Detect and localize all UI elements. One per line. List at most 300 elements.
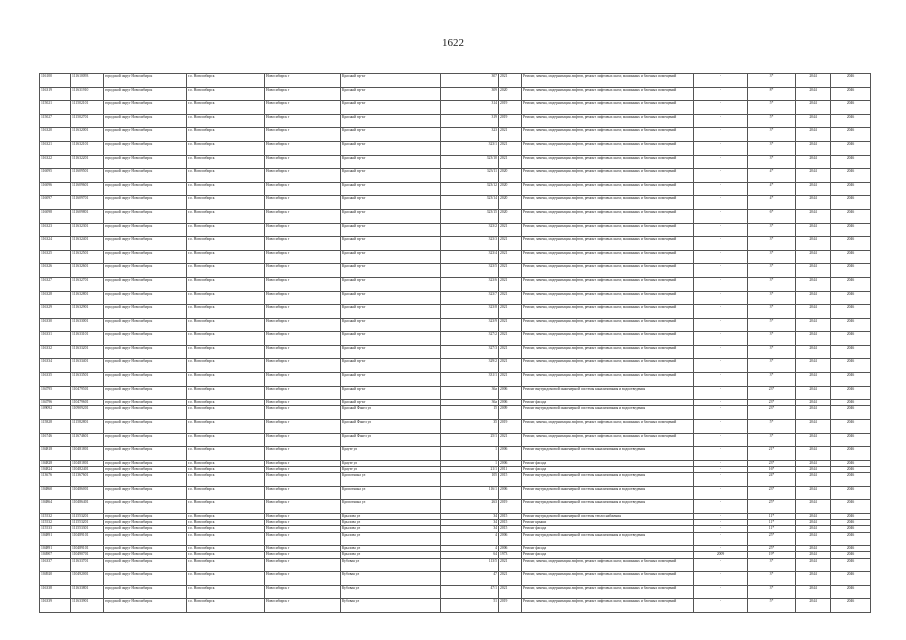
municipality-cell: городской округ Новосибирск [104, 433, 187, 447]
year-cell: 2015 [499, 520, 522, 526]
end-year-cell: 2046 [831, 345, 871, 359]
street-cell: Кубовая ул [341, 599, 441, 613]
house-number-cell: 323/1 [441, 141, 499, 155]
street-cell: Красный пр-кт [341, 318, 441, 332]
start-year-cell: 2044 [796, 237, 831, 251]
settlement-cell: Новосибирск г [265, 101, 341, 115]
record-id-cell: 104891 [40, 546, 71, 552]
year-cell: 2006 [499, 460, 522, 466]
year-cell: 2019 [499, 420, 522, 434]
work-type-cell: Ремонт внутридомовой инженерной системы канализования и водоотведения [522, 386, 694, 400]
district-cell: г.о. Новосибирск [187, 318, 265, 332]
municipality-cell: городской округ Новосибирск [104, 74, 187, 88]
record-id-cell: 116335 [40, 373, 71, 387]
record-id-cell: 116328 [40, 291, 71, 305]
table-row [40, 532, 871, 546]
prev-year-cell: - [694, 599, 748, 613]
start-year-cell: 2044 [796, 520, 831, 526]
end-year-cell: 2046 [831, 460, 871, 466]
end-year-cell: 2046 [831, 500, 871, 514]
prev-year-cell: - [694, 196, 748, 210]
end-year-cell: 2046 [831, 520, 871, 526]
start-year-cell: 2044 [796, 373, 831, 387]
settlement-cell: Новосибирск г [265, 520, 341, 526]
district-cell: г.о. Новосибирск [187, 520, 265, 526]
prev-year-cell: - [694, 128, 748, 142]
object-code-cell: 111632901 [71, 305, 104, 319]
house-number-cell: 323/8 [441, 305, 499, 319]
end-year-cell: 2046 [831, 558, 871, 572]
district-cell: г.о. Новосибирск [187, 552, 265, 558]
house-number-cell: 329/2 [441, 359, 499, 373]
street-cell: Красный пр-кт [341, 155, 441, 169]
settlement-cell: Новосибирск г [265, 467, 341, 473]
record-id-cell: 116322 [40, 155, 71, 169]
prev-year-cell: - [694, 486, 748, 500]
table-row [40, 305, 871, 319]
prev-year-cell: - [694, 513, 748, 519]
register-table [39, 73, 871, 613]
table-row [40, 74, 871, 88]
object-code-cell: 111553201 [71, 520, 104, 526]
work-type-cell: Ремонт внутридомовой инженерной системы теплоснабжения [522, 513, 694, 519]
municipality-cell: городской округ Новосибирск [104, 513, 187, 519]
object-code-cell: 111633201 [71, 345, 104, 359]
settlement-cell: Новосибирск г [265, 345, 341, 359]
settlement-cell: Новосибирск г [265, 433, 341, 447]
start-year-cell: 2044 [796, 196, 831, 210]
district-cell: г.о. Новосибирск [187, 237, 265, 251]
settlement-cell: Новосибирск г [265, 291, 341, 305]
record-id-cell: 116319 [40, 87, 71, 101]
year-cell: 2019 [499, 101, 522, 115]
house-number-cell: 323/3 [441, 237, 499, 251]
end-year-cell: 2046 [831, 74, 871, 88]
period-cell: 8* [748, 87, 796, 101]
object-code-cell: 111632001 [71, 128, 104, 142]
municipality-cell: городской округ Новосибирск [104, 318, 187, 332]
prev-year-cell: - [694, 318, 748, 332]
settlement-cell: Новосибирск г [265, 128, 341, 142]
table-row [40, 237, 871, 251]
settlement-cell: Новосибирск г [265, 500, 341, 514]
period-cell: 23* [748, 406, 796, 420]
work-type-cell: Ремонт, замена, модернизация лифтов, ремонт лифтовых шахт, машинных и блочных помещений [522, 155, 694, 169]
prev-year-cell: - [694, 114, 748, 128]
district-cell: г.о. Новосибирск [187, 386, 265, 400]
period-cell: 3* [748, 572, 796, 586]
end-year-cell: 2046 [831, 386, 871, 400]
prev-year-cell: - [694, 500, 748, 514]
house-number-cell: 327/3 [441, 345, 499, 359]
municipality-cell: городской округ Новосибирск [104, 420, 187, 434]
record-id-cell: 116746 [40, 433, 71, 447]
object-code-cell: 110489101 [71, 546, 104, 552]
year-cell: 2006 [499, 386, 522, 400]
street-cell: Красный пр-кт [341, 114, 441, 128]
start-year-cell: 2044 [796, 433, 831, 447]
settlement-cell: Новосибирск г [265, 572, 341, 586]
district-cell: г.о. Новосибирск [187, 277, 265, 291]
settlement-cell: Новосибирск г [265, 209, 341, 223]
object-code-cell: 111632201 [71, 155, 104, 169]
start-year-cell: 2044 [796, 386, 831, 400]
record-id-cell: 104795 [40, 386, 71, 400]
year-cell: 2020 [499, 196, 522, 210]
municipality-cell: городской округ Новосибирск [104, 182, 187, 196]
start-year-cell: 2044 [796, 420, 831, 434]
street-cell: Крылова ул [341, 526, 441, 532]
end-year-cell: 2046 [831, 433, 871, 447]
year-cell: 2021 [499, 250, 522, 264]
street-cell: Красный пр-кт [341, 277, 441, 291]
settlement-cell: Новосибирск г [265, 250, 341, 264]
table-row [40, 433, 871, 447]
prev-year-cell: - [694, 250, 748, 264]
district-cell: г.о. Новосибирск [187, 473, 265, 487]
house-number-cell: 323/5 [441, 264, 499, 278]
record-id-cell: 104828 [40, 460, 71, 466]
record-id-cell: 104824 [40, 467, 71, 473]
street-cell: Кропоткина ул [341, 500, 441, 514]
record-id-cell: 115828 [40, 420, 71, 434]
record-id-cell: 116321 [40, 141, 71, 155]
work-type-cell: Ремонт внутридомовой инженерной системы канализования и водоотведения [522, 486, 694, 500]
street-cell: Крылова ул [341, 546, 441, 552]
prev-year-cell: - [694, 406, 748, 420]
street-cell: Красный пр-кт [341, 250, 441, 264]
start-year-cell: 2044 [796, 532, 831, 546]
house-number-cell: 1 [441, 460, 499, 466]
start-year-cell: 2044 [796, 486, 831, 500]
table-row [40, 386, 871, 400]
municipality-cell: городской округ Новосибирск [104, 526, 187, 532]
object-code-cell: 111633501 [71, 373, 104, 387]
house-number-cell: 323/11 [441, 169, 499, 183]
house-number-cell: 323/14 [441, 196, 499, 210]
district-cell: г.о. Новосибирск [187, 223, 265, 237]
end-year-cell: 2046 [831, 585, 871, 599]
end-year-cell: 2046 [831, 373, 871, 387]
house-number-cell: 15 [441, 406, 499, 420]
record-id-cell: 116320 [40, 128, 71, 142]
municipality-cell: городской округ Новосибирск [104, 473, 187, 487]
record-id-cell: 116325 [40, 250, 71, 264]
object-code-cell: 111632601 [71, 264, 104, 278]
period-cell: 23* [748, 386, 796, 400]
period-cell: 4* [748, 169, 796, 183]
house-number-cell: 314 [441, 101, 499, 115]
street-cell: Красный пр-кт [341, 223, 441, 237]
end-year-cell: 2046 [831, 264, 871, 278]
record-id-cell: 115533 [40, 526, 71, 532]
table-row [40, 87, 871, 101]
object-code-cell: 110492001 [71, 572, 104, 586]
table-row [40, 264, 871, 278]
street-cell: Красный пр-кт [341, 359, 441, 373]
work-type-cell: Ремонт, замена, модернизация лифтов, ремонт лифтовых шахт, машинных и блочных помещений [522, 169, 694, 183]
record-id-cell: 116334 [40, 359, 71, 373]
record-id-cell: 104920 [40, 572, 71, 586]
settlement-cell: Новосибирск г [265, 264, 341, 278]
settlement-cell: Новосибирск г [265, 87, 341, 101]
settlement-cell: Новосибирск г [265, 532, 341, 546]
prev-year-cell: - [694, 277, 748, 291]
record-id-cell: 116326 [40, 264, 71, 278]
street-cell: Красный пр-кт [341, 141, 441, 155]
work-type-cell: Ремонт, замена, модернизация лифтов, ремонт лифтовых шахт, машинных и блочных помещений [522, 433, 694, 447]
district-cell: г.о. Новосибирск [187, 460, 265, 466]
year-cell: 2021 [499, 359, 522, 373]
record-id-cell: 116331 [40, 332, 71, 346]
end-year-cell: 2046 [831, 400, 871, 406]
record-id-cell: 116096 [40, 182, 71, 196]
table-row [40, 196, 871, 210]
house-number-cell: 1 [441, 447, 499, 461]
table-row [40, 277, 871, 291]
municipality-cell: городской округ Новосибирск [104, 196, 187, 210]
end-year-cell: 2046 [831, 546, 871, 552]
table-row [40, 155, 871, 169]
period-cell: 6* [748, 209, 796, 223]
year-cell: 2021 [499, 332, 522, 346]
settlement-cell: Новосибирск г [265, 373, 341, 387]
work-type-cell: Ремонт внутридомовой инженерной системы канализования и водоотведения [522, 500, 694, 514]
start-year-cell: 2044 [796, 558, 831, 572]
settlement-cell: Новосибирск г [265, 332, 341, 346]
district-cell: г.о. Новосибирск [187, 599, 265, 613]
period-cell: 21* [748, 447, 796, 461]
district-cell: г.о. Новосибирск [187, 433, 265, 447]
record-id-cell: 116324 [40, 237, 71, 251]
year-cell: 2020 [499, 87, 522, 101]
municipality-cell: городской округ Новосибирск [104, 345, 187, 359]
table-row [40, 182, 871, 196]
start-year-cell: 2044 [796, 291, 831, 305]
house-number-cell: 47 [441, 572, 499, 586]
record-id-cell: 104907 [40, 552, 71, 558]
end-year-cell: 2046 [831, 467, 871, 473]
settlement-cell: Новосибирск г [265, 305, 341, 319]
district-cell: г.о. Новосибирск [187, 345, 265, 359]
district-cell: г.о. Новосибирск [187, 291, 265, 305]
work-type-cell: Ремонт, замена, модернизация лифтов, ремонт лифтовых шахт, машинных и блочных помещений [522, 599, 694, 613]
settlement-cell: Новосибирск г [265, 114, 341, 128]
street-cell: Красный пр-кт [341, 87, 441, 101]
end-year-cell: 2046 [831, 332, 871, 346]
object-code-cell: 111609601 [71, 182, 104, 196]
record-id-cell: 104860 [40, 486, 71, 500]
house-number-cell: 323/4 [441, 250, 499, 264]
end-year-cell: 2046 [831, 447, 871, 461]
period-cell: 5* [748, 114, 796, 128]
district-cell: г.о. Новосибирск [187, 546, 265, 552]
page-number: 1622 [442, 37, 464, 49]
object-code-cell: 110481801 [71, 460, 104, 466]
municipality-cell: городской округ Новосибирск [104, 552, 187, 558]
start-year-cell: 2044 [796, 460, 831, 466]
street-cell: Краузе ул [341, 467, 441, 473]
prev-year-cell: - [694, 169, 748, 183]
municipality-cell: городской округ Новосибирск [104, 599, 187, 613]
record-id-cell: 116100 [40, 74, 71, 88]
period-cell: 11* [748, 513, 796, 519]
period-cell: 3* [748, 332, 796, 346]
prev-year-cell: - [694, 359, 748, 373]
settlement-cell: Новосибирск г [265, 74, 341, 88]
object-code-cell: 111609501 [71, 169, 104, 183]
year-cell: 2021 [499, 264, 522, 278]
period-cell: 4* [748, 196, 796, 210]
object-code-cell: 111553301 [71, 526, 104, 532]
work-type-cell: Ремонт внутридомовой инженерной системы канализования и водоотведения [522, 447, 694, 461]
house-number-cell: 35 [441, 420, 499, 434]
settlement-cell: Новосибирск г [265, 420, 341, 434]
object-code-cell: 111633901 [71, 599, 104, 613]
year-cell: 2021 [499, 345, 522, 359]
table-row [40, 114, 871, 128]
table-row [40, 141, 871, 155]
settlement-cell: Новосибирск г [265, 558, 341, 572]
object-code-cell: 111633101 [71, 332, 104, 346]
record-id-cell: 116327 [40, 277, 71, 291]
year-cell: 2006 [499, 400, 522, 406]
street-cell: Кропоткина ул [341, 486, 441, 500]
work-type-cell: Ремонт, замена, модернизация лифтов, ремонт лифтовых шахт, машинных и блочных помещений [522, 182, 694, 196]
work-type-cell: Ремонт крыши [522, 520, 694, 526]
municipality-cell: городской округ Новосибирск [104, 114, 187, 128]
object-code-cell: 111674601 [71, 433, 104, 447]
end-year-cell: 2046 [831, 552, 871, 558]
work-type-cell: Ремонт, замена, модернизация лифтов, ремонт лифтовых шахт, машинных и блочных помещений [522, 305, 694, 319]
prev-year-cell: - [694, 386, 748, 400]
object-code-cell: 111632101 [71, 141, 104, 155]
work-type-cell: Ремонт, замена, модернизация лифтов, ремонт лифтовых шахт, машинных и блочных помещений [522, 101, 694, 115]
start-year-cell: 2044 [796, 345, 831, 359]
end-year-cell: 2046 [831, 526, 871, 532]
record-id-cell: 116329 [40, 305, 71, 319]
start-year-cell: 2044 [796, 101, 831, 115]
period-cell: 3* [748, 277, 796, 291]
street-cell: Красный пр-кт [341, 237, 441, 251]
street-cell: Красный пр-кт [341, 332, 441, 346]
street-cell: Кубовая ул [341, 572, 441, 586]
year-cell: 2011 [499, 467, 522, 473]
work-type-cell: Ремонт, замена, модернизация лифтов, ремонт лифтовых шахт, машинных и блочных помещений [522, 373, 694, 387]
end-year-cell: 2046 [831, 169, 871, 183]
table-row [40, 420, 871, 434]
settlement-cell: Новосибирск г [265, 406, 341, 420]
street-cell: Красный пр-кт [341, 386, 441, 400]
work-type-cell: Ремонт фасада [522, 467, 694, 473]
work-type-cell: Ремонт фасада [522, 460, 694, 466]
district-cell: г.о. Новосибирск [187, 585, 265, 599]
period-cell: 25* [748, 532, 796, 546]
house-number-cell: 47/1 [441, 585, 499, 599]
street-cell: Крылова ул [341, 552, 441, 558]
object-code-cell: 111610093 [71, 74, 104, 88]
end-year-cell: 2046 [831, 572, 871, 586]
work-type-cell: Ремонт, замена, модернизация лифтов, ремонт лифтовых шахт, машинных и блочных помещений [522, 87, 694, 101]
district-cell: г.о. Новосибирск [187, 513, 265, 519]
start-year-cell: 2044 [796, 585, 831, 599]
settlement-cell: Новосибирск г [265, 473, 341, 487]
period-cell: 3* [748, 291, 796, 305]
prev-year-cell: - [694, 141, 748, 155]
street-cell: Крылова ул [341, 520, 441, 526]
end-year-cell: 2046 [831, 359, 871, 373]
district-cell: г.о. Новосибирск [187, 447, 265, 461]
work-type-cell: Ремонт, замена, модернизация лифтов, ремонт лифтовых шахт, машинных и блочных помещений [522, 291, 694, 305]
start-year-cell: 2044 [796, 223, 831, 237]
work-type-cell: Ремонт, замена, модернизация лифтов, ремонт лифтовых шахт, машинных и блочных помещений [522, 345, 694, 359]
district-cell: г.о. Новосибирск [187, 74, 265, 88]
prev-year-cell: - [694, 74, 748, 88]
prev-year-cell: - [694, 87, 748, 101]
year-cell: 2021 [499, 237, 522, 251]
year-cell: 2019 [499, 599, 522, 613]
street-cell: Красный Факел ул [341, 420, 441, 434]
district-cell: г.о. Новосибирск [187, 486, 265, 500]
work-type-cell: Ремонт, замена, модернизация лифтов, ремонт лифтовых шахт, машинных и блочных помещений [522, 114, 694, 128]
object-code-cell: 111633401 [71, 359, 104, 373]
year-cell: 2021 [499, 558, 522, 572]
work-type-cell: Ремонт внутридомовой инженерной системы канализования и водоотведения [522, 532, 694, 546]
street-cell: Крылова ул [341, 513, 441, 519]
municipality-cell: городской округ Новосибирск [104, 572, 187, 586]
prev-year-cell: - [694, 332, 748, 346]
end-year-cell: 2046 [831, 182, 871, 196]
object-code-cell: 110489101 [71, 532, 104, 546]
prev-year-cell: - [694, 400, 748, 406]
table-row [40, 486, 871, 500]
settlement-cell: Новосибирск г [265, 552, 341, 558]
end-year-cell: 2046 [831, 277, 871, 291]
record-id-cell: 116330 [40, 318, 71, 332]
end-year-cell: 2046 [831, 486, 871, 500]
municipality-cell: городской округ Новосибирск [104, 386, 187, 400]
end-year-cell: 2046 [831, 473, 871, 487]
table-row [40, 406, 871, 420]
record-id-cell: 116323 [40, 223, 71, 237]
house-number-cell: 34 [441, 520, 499, 526]
table-row [40, 572, 871, 586]
table-row [40, 447, 871, 461]
municipality-cell: городской округ Новосибирск [104, 141, 187, 155]
district-cell: г.о. Новосибирск [187, 532, 265, 546]
year-cell: 2020 [499, 209, 522, 223]
street-cell: Кубовая ул [341, 585, 441, 599]
work-type-cell: Ремонт внутридомовой инженерной системы канализования и водоотведения [522, 406, 694, 420]
record-id-cell: 115021 [40, 101, 71, 115]
prev-year-cell: - [694, 305, 748, 319]
period-cell: 3* [748, 141, 796, 155]
municipality-cell: городской округ Новосибирск [104, 87, 187, 101]
street-cell: Красный пр-кт [341, 400, 441, 406]
object-code-cell: 111632701 [71, 277, 104, 291]
object-code-cell: 111582801 [71, 420, 104, 434]
year-cell: 2009 [499, 406, 522, 420]
street-cell: Кубовая ул [341, 558, 441, 572]
prev-year-cell: - [694, 433, 748, 447]
prev-year-cell: - [694, 526, 748, 532]
object-code-cell: 111632301 [71, 223, 104, 237]
district-cell: г.о. Новосибирск [187, 558, 265, 572]
object-code-cell: 111632401 [71, 237, 104, 251]
municipality-cell: городской округ Новосибирск [104, 237, 187, 251]
district-cell: г.о. Новосибирск [187, 264, 265, 278]
year-cell: 2006 [499, 532, 522, 546]
